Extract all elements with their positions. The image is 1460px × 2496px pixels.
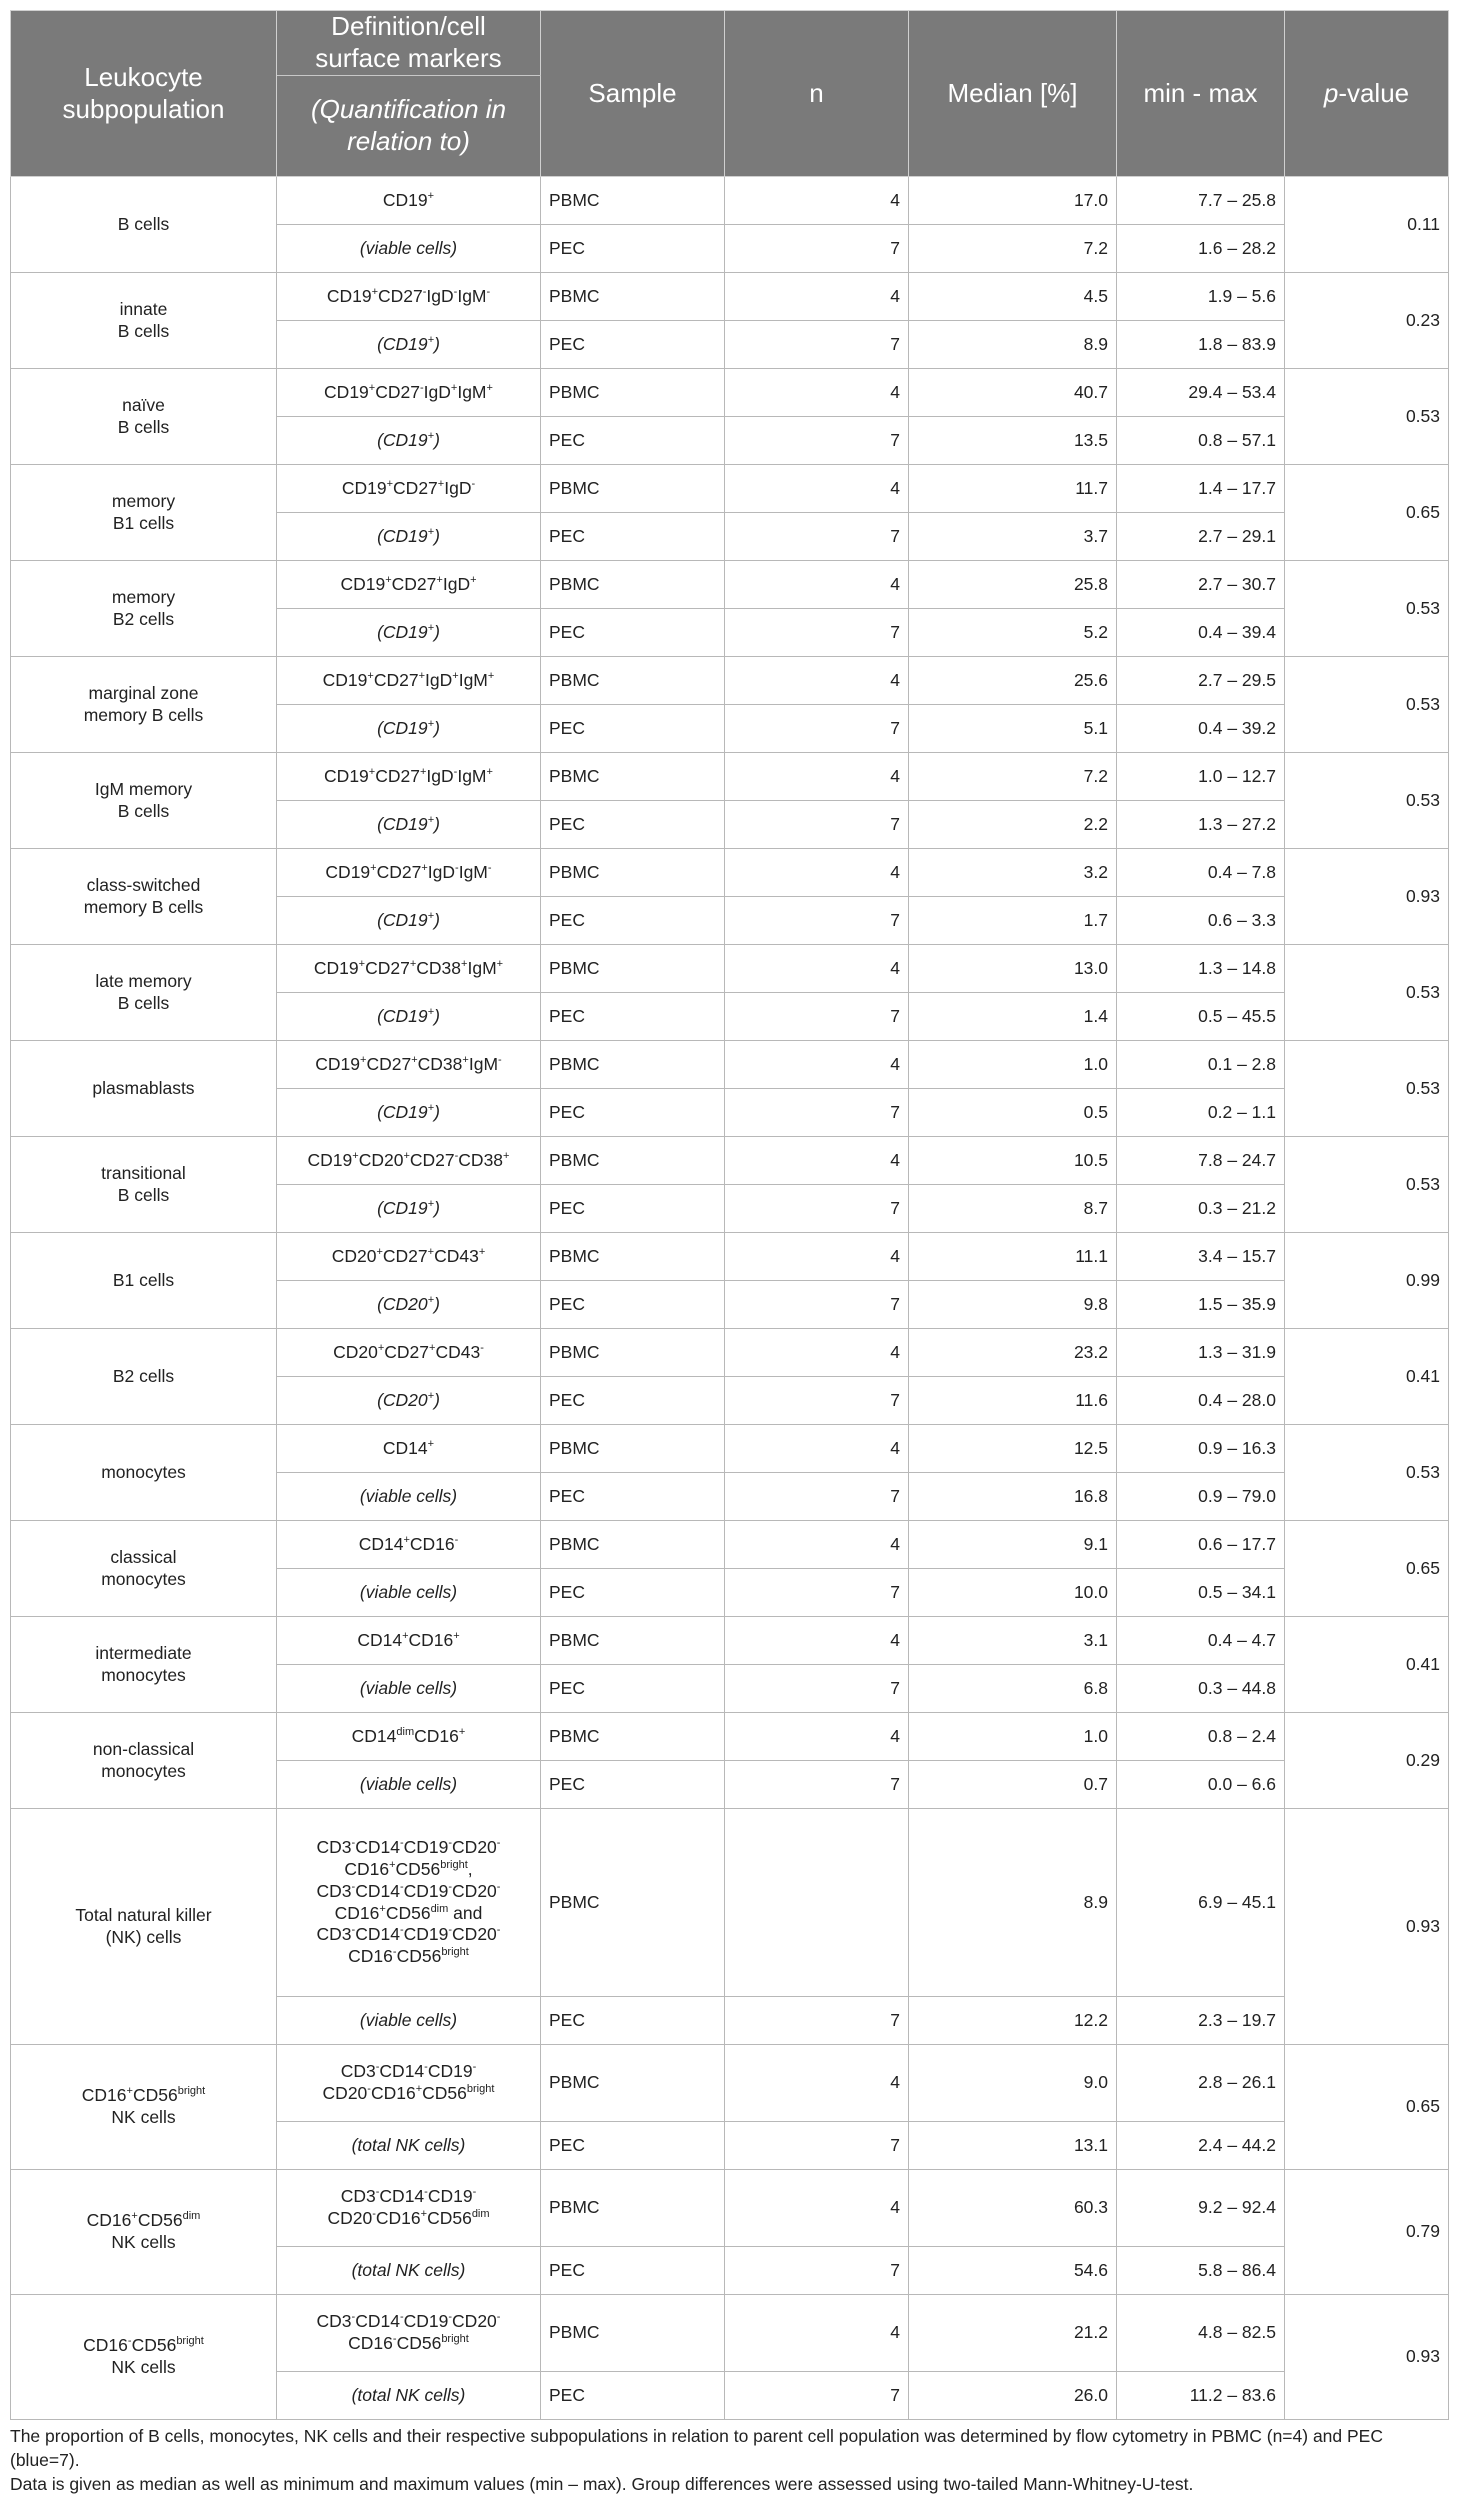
range-cell: 1.8 – 83.9 — [1117, 321, 1285, 369]
pvalue-cell: 0.53 — [1285, 369, 1449, 465]
table-row — [11, 273, 1449, 321]
sample-cell: PBMC — [541, 657, 725, 705]
population-cell: marginal zone memory B cells — [11, 657, 277, 753]
n-cell: 7 — [725, 1377, 909, 1425]
n-cell: 7 — [725, 1473, 909, 1521]
population-cell: class-switched memory B cells — [11, 849, 277, 945]
sample-cell: PEC — [541, 1281, 725, 1329]
median-cell: 26.0 — [909, 2372, 1117, 2420]
median-cell: 25.6 — [909, 657, 1117, 705]
range-cell: 0.8 – 57.1 — [1117, 417, 1285, 465]
population-cell: memory B1 cells — [11, 465, 277, 561]
range-cell: 0.4 – 39.4 — [1117, 609, 1285, 657]
median-cell: 40.7 — [909, 369, 1117, 417]
sample-cell: PBMC — [541, 1713, 725, 1761]
reference-cell: (total NK cells) — [277, 2372, 541, 2420]
range-cell: 3.4 – 15.7 — [1117, 1233, 1285, 1281]
header-range: min - max — [1117, 11, 1285, 177]
reference-cell: (CD19+) — [277, 417, 541, 465]
marker-cell: CD19+CD27+IgD-IgM+ — [277, 753, 541, 801]
n-cell: 4 — [725, 177, 909, 225]
median-cell: 11.1 — [909, 1233, 1117, 1281]
median-cell: 16.8 — [909, 1473, 1117, 1521]
population-cell: innate B cells — [11, 273, 277, 369]
table-row — [11, 1425, 1449, 1473]
table-row — [11, 2045, 1449, 2122]
pvalue-cell: 0.53 — [1285, 1425, 1449, 1521]
range-cell: 0.3 – 44.8 — [1117, 1665, 1285, 1713]
range-cell: 1.0 – 12.7 — [1117, 753, 1285, 801]
sample-cell: PEC — [541, 897, 725, 945]
population-cell: transitional B cells — [11, 1137, 277, 1233]
sample-cell: PEC — [541, 993, 725, 1041]
n-cell: 4 — [725, 2295, 909, 2372]
pvalue-cell: 0.99 — [1285, 1233, 1449, 1329]
pvalue-cell: 0.53 — [1285, 945, 1449, 1041]
median-cell: 54.6 — [909, 2247, 1117, 2295]
median-cell: 11.7 — [909, 465, 1117, 513]
header-median: Median [%] — [909, 11, 1117, 177]
marker-cell: CD20+CD27+CD43- — [277, 1329, 541, 1377]
sample-cell: PBMC — [541, 849, 725, 897]
sample-cell: PBMC — [541, 1233, 725, 1281]
n-cell: 7 — [725, 2372, 909, 2420]
table-row — [11, 177, 1449, 225]
population-cell: $CD16^+CD56^{dim}$ NK cells — [11, 2170, 277, 2295]
pvalue-cell: 0.79 — [1285, 2170, 1449, 2295]
n-cell: 4 — [725, 1425, 909, 1473]
n-cell: 7 — [725, 1665, 909, 1713]
median-cell: 1.7 — [909, 897, 1117, 945]
sample-cell: PEC — [541, 2372, 725, 2420]
n-cell: 7 — [725, 897, 909, 945]
marker-cell: CD3-CD14-CD19- $CD20^-CD16^+CD56^{bright}$ — [277, 2045, 541, 2122]
pvalue-cell: 0.53 — [1285, 753, 1449, 849]
table-row — [11, 561, 1449, 609]
median-cell: 17.0 — [909, 177, 1117, 225]
pvalue-cell: 0.41 — [1285, 1617, 1449, 1713]
marker-cell: CD14+CD16+ — [277, 1617, 541, 1665]
n-cell: 7 — [725, 1569, 909, 1617]
median-cell: 8.9 — [909, 321, 1117, 369]
sample-cell: PEC — [541, 225, 725, 273]
sample-cell: PEC — [541, 609, 725, 657]
median-cell: 10.5 — [909, 1137, 1117, 1185]
range-cell: 7.8 – 24.7 — [1117, 1137, 1285, 1185]
sample-cell: PBMC — [541, 561, 725, 609]
footnote-line-2: Data is given as median as well as minimum and maximum values (min – max). Group differences were assessed using two-tailed Mann-Whitney-U-test. — [10, 2474, 1194, 2495]
reference-cell: (viable cells) — [277, 1473, 541, 1521]
table-row — [11, 369, 1449, 417]
population-cell: Total natural killer (NK) cells — [11, 1809, 277, 2045]
reference-cell: (viable cells) — [277, 1665, 541, 1713]
table-row — [11, 2170, 1449, 2247]
range-cell: 1.3 – 27.2 — [1117, 801, 1285, 849]
range-cell: 0.5 – 34.1 — [1117, 1569, 1285, 1617]
reference-cell: (CD19+) — [277, 1185, 541, 1233]
marker-cell: CD19+CD27+IgD+ — [277, 561, 541, 609]
sample-cell: PBMC — [541, 1617, 725, 1665]
n-cell: 4 — [725, 1137, 909, 1185]
sample-cell: PEC — [541, 1761, 725, 1809]
footnote-line-1: The proportion of B cells, monocytes, NK cells and their respective subpopulations in relation to parent cell population was determined by flow cytometry in PBMC (n=4) and PEC (blue=7). — [10, 2426, 1383, 2471]
median-cell: 5.1 — [909, 705, 1117, 753]
median-cell: 21.2 — [909, 2295, 1117, 2372]
median-cell: 3.7 — [909, 513, 1117, 561]
sample-cell: PBMC — [541, 177, 725, 225]
median-cell: 1.0 — [909, 1713, 1117, 1761]
marker-cell: CD19+CD20+CD27-CD38+ — [277, 1137, 541, 1185]
range-cell: 4.8 – 82.5 — [1117, 2295, 1285, 2372]
median-cell: 12.5 — [909, 1425, 1117, 1473]
population-cell: IgM memory B cells — [11, 753, 277, 849]
median-cell: 13.0 — [909, 945, 1117, 993]
reference-cell: (CD19+) — [277, 897, 541, 945]
median-cell: 0.5 — [909, 1089, 1117, 1137]
range-cell: 0.9 – 79.0 — [1117, 1473, 1285, 1521]
range-cell: 0.2 – 1.1 — [1117, 1089, 1285, 1137]
n-cell: 4 — [725, 2045, 909, 2122]
range-cell: 0.4 – 7.8 — [1117, 849, 1285, 897]
table-row — [11, 1713, 1449, 1761]
range-cell: 0.4 – 4.7 — [1117, 1617, 1285, 1665]
sample-cell: PEC — [541, 2122, 725, 2170]
reference-cell: (CD19+) — [277, 513, 541, 561]
sample-cell: PBMC — [541, 465, 725, 513]
sample-cell: PBMC — [541, 753, 725, 801]
marker-cell: CD3-CD14-CD19-CD20- $CD16^+CD56^{bright}$, CD3-CD14-CD19-CD20- $CD16^+CD56^{dim}$ and CD3-CD14-CD19-CD20- $CD16^-CD56^{bright}$ — [277, 1809, 541, 1997]
n-cell: 7 — [725, 993, 909, 1041]
range-cell: 0.0 – 6.6 — [1117, 1761, 1285, 1809]
table-row — [11, 945, 1449, 993]
sample-cell: PBMC — [541, 1137, 725, 1185]
population-cell: $CD16^-CD56^{bright}$ NK cells — [11, 2295, 277, 2420]
range-cell: 0.6 – 3.3 — [1117, 897, 1285, 945]
marker-cell: CD19+CD27+IgD- — [277, 465, 541, 513]
data-table — [10, 10, 1449, 2420]
sample-cell: PBMC — [541, 945, 725, 993]
marker-cell: CD19+CD27-IgD-IgM- — [277, 273, 541, 321]
population-cell: non-classical monocytes — [11, 1713, 277, 1809]
range-cell: 0.9 – 16.3 — [1117, 1425, 1285, 1473]
pvalue-cell: 0.23 — [1285, 273, 1449, 369]
reference-cell: (viable cells) — [277, 225, 541, 273]
n-cell: 4 — [725, 849, 909, 897]
median-cell: 1.0 — [909, 1041, 1117, 1089]
n-cell: 4 — [725, 657, 909, 705]
marker-cell: CD3-CD14-CD19- $CD20^-CD16^+CD56^{dim}$ — [277, 2170, 541, 2247]
reference-cell: (viable cells) — [277, 1569, 541, 1617]
sample-cell: PBMC — [541, 2045, 725, 2122]
header-quantification: (Quantification in relation to) — [277, 76, 541, 177]
sample-cell: PBMC — [541, 1329, 725, 1377]
range-cell: 2.7 – 29.5 — [1117, 657, 1285, 705]
reference-cell: (total NK cells) — [277, 2122, 541, 2170]
sample-cell: PEC — [541, 2247, 725, 2295]
median-cell: 23.2 — [909, 1329, 1117, 1377]
range-cell: 29.4 – 53.4 — [1117, 369, 1285, 417]
range-cell: 0.3 – 21.2 — [1117, 1185, 1285, 1233]
sample-cell: PEC — [541, 513, 725, 561]
sample-cell: PEC — [541, 1569, 725, 1617]
range-cell: 0.4 – 39.2 — [1117, 705, 1285, 753]
sample-cell: PEC — [541, 321, 725, 369]
median-cell: 8.9 — [909, 1809, 1117, 1997]
reference-cell: (CD19+) — [277, 321, 541, 369]
median-cell: 6.8 — [909, 1665, 1117, 1713]
sample-cell: PEC — [541, 1377, 725, 1425]
n-cell: 4 — [725, 273, 909, 321]
population-cell: plasmablasts — [11, 1041, 277, 1137]
sample-cell: PBMC — [541, 1521, 725, 1569]
range-cell: 2.4 – 44.2 — [1117, 2122, 1285, 2170]
sample-cell: PEC — [541, 1665, 725, 1713]
table-row — [11, 849, 1449, 897]
sample-cell: PBMC — [541, 2295, 725, 2372]
n-cell: 4 — [725, 753, 909, 801]
median-cell: 1.4 — [909, 993, 1117, 1041]
median-cell: 9.8 — [909, 1281, 1117, 1329]
median-cell: 60.3 — [909, 2170, 1117, 2247]
table-row — [11, 1137, 1449, 1185]
range-cell: 0.5 – 45.5 — [1117, 993, 1285, 1041]
n-cell: 4 — [725, 465, 909, 513]
median-cell: 3.1 — [909, 1617, 1117, 1665]
range-cell: 2.8 – 26.1 — [1117, 2045, 1285, 2122]
sample-cell: PEC — [541, 705, 725, 753]
table-row — [11, 753, 1449, 801]
table-row — [11, 465, 1449, 513]
median-cell: 0.7 — [909, 1761, 1117, 1809]
table-row — [11, 1329, 1449, 1377]
n-cell: 7 — [725, 1089, 909, 1137]
n-cell: 4 — [725, 1041, 909, 1089]
n-cell: 7 — [725, 225, 909, 273]
reference-cell: (CD19+) — [277, 993, 541, 1041]
table-footnote — [10, 2424, 1450, 2496]
marker-cell: CD19+ — [277, 177, 541, 225]
n-cell: 4 — [725, 1329, 909, 1377]
n-cell: 7 — [725, 2247, 909, 2295]
pvalue-cell: 0.53 — [1285, 1137, 1449, 1233]
marker-cell: CD3-CD14-CD19-CD20- $CD16^-CD56^{bright}$ — [277, 2295, 541, 2372]
range-cell: 6.9 – 45.1 — [1117, 1809, 1285, 1997]
pvalue-cell: 0.93 — [1285, 2295, 1449, 2420]
pvalue-cell: 0.41 — [1285, 1329, 1449, 1425]
n-cell: 7 — [725, 417, 909, 465]
table-row — [11, 2295, 1449, 2372]
header-pvalue — [1285, 11, 1449, 177]
n-cell — [725, 1809, 909, 1997]
table-header — [11, 11, 1449, 177]
median-cell: 11.6 — [909, 1377, 1117, 1425]
sample-cell: PEC — [541, 417, 725, 465]
pvalue-cell: 0.53 — [1285, 1041, 1449, 1137]
table-row — [11, 1521, 1449, 1569]
marker-cell: CD19+CD27+CD38+IgM+ — [277, 945, 541, 993]
population-cell: monocytes — [11, 1425, 277, 1521]
marker-cell: $CD14^{dim}CD16^+$ — [277, 1713, 541, 1761]
reference-cell: (CD19+) — [277, 705, 541, 753]
n-cell: 4 — [725, 1713, 909, 1761]
median-cell: 9.1 — [909, 1521, 1117, 1569]
range-cell: 7.7 – 25.8 — [1117, 177, 1285, 225]
median-cell: 8.7 — [909, 1185, 1117, 1233]
median-cell: 10.0 — [909, 1569, 1117, 1617]
reference-cell: (CD19+) — [277, 609, 541, 657]
table-row — [11, 657, 1449, 705]
n-cell: 4 — [725, 1521, 909, 1569]
table-row — [11, 1041, 1449, 1089]
median-cell: 3.2 — [909, 849, 1117, 897]
range-cell: 1.3 – 31.9 — [1117, 1329, 1285, 1377]
n-cell: 4 — [725, 561, 909, 609]
median-cell: 7.2 — [909, 225, 1117, 273]
n-cell: 7 — [725, 801, 909, 849]
sample-cell: PBMC — [541, 1425, 725, 1473]
median-cell: 13.5 — [909, 417, 1117, 465]
median-cell: 7.2 — [909, 753, 1117, 801]
pvalue-cell: 0.65 — [1285, 2045, 1449, 2170]
n-cell: 4 — [725, 369, 909, 417]
n-cell: 7 — [725, 321, 909, 369]
population-cell: $CD16^+CD56^{bright}$ NK cells — [11, 2045, 277, 2170]
range-cell: 1.3 – 14.8 — [1117, 945, 1285, 993]
range-cell: 9.2 – 92.4 — [1117, 2170, 1285, 2247]
population-cell: B1 cells — [11, 1233, 277, 1329]
median-cell: 9.0 — [909, 2045, 1117, 2122]
sample-cell: PEC — [541, 1473, 725, 1521]
population-cell: intermediate monocytes — [11, 1617, 277, 1713]
range-cell: 2.7 – 29.1 — [1117, 513, 1285, 561]
n-cell: 7 — [725, 1997, 909, 2045]
n-cell: 4 — [725, 1233, 909, 1281]
table-body — [11, 177, 1449, 2420]
range-cell: 5.8 – 86.4 — [1117, 2247, 1285, 2295]
table-row — [11, 1233, 1449, 1281]
header-population: Leukocyte subpopulation — [11, 11, 277, 177]
header-pvalue-p: p — [1323, 77, 1339, 108]
sample-cell: PEC — [541, 1089, 725, 1137]
sample-cell: PEC — [541, 1185, 725, 1233]
pvalue-cell: 0.11 — [1285, 177, 1449, 273]
marker-cell: CD14+ — [277, 1425, 541, 1473]
table-row — [11, 1809, 1449, 1997]
pvalue-cell: 0.65 — [1285, 1521, 1449, 1617]
median-cell: 13.1 — [909, 2122, 1117, 2170]
reference-cell: (CD20+) — [277, 1281, 541, 1329]
marker-cell: CD19+CD27-IgD+IgM+ — [277, 369, 541, 417]
population-cell: memory B2 cells — [11, 561, 277, 657]
n-cell: 7 — [725, 705, 909, 753]
median-cell: 4.5 — [909, 273, 1117, 321]
range-cell: 1.6 – 28.2 — [1117, 225, 1285, 273]
sample-cell: PBMC — [541, 2170, 725, 2247]
header-pvalue-suffix: -value — [1338, 77, 1410, 108]
range-cell: 0.1 – 2.8 — [1117, 1041, 1285, 1089]
median-cell: 12.2 — [909, 1997, 1117, 2045]
pvalue-cell: 0.29 — [1285, 1713, 1449, 1809]
range-cell: 1.5 – 35.9 — [1117, 1281, 1285, 1329]
table-row — [11, 1617, 1449, 1665]
marker-cell: CD20+CD27+CD43+ — [277, 1233, 541, 1281]
range-cell: 0.4 – 28.0 — [1117, 1377, 1285, 1425]
sample-cell: PBMC — [541, 273, 725, 321]
marker-cell: CD19+CD27+IgD-IgM- — [277, 849, 541, 897]
marker-cell: CD19+CD27+IgD+IgM+ — [277, 657, 541, 705]
range-cell: 0.6 – 17.7 — [1117, 1521, 1285, 1569]
population-cell: classical monocytes — [11, 1521, 277, 1617]
n-cell: 7 — [725, 2122, 909, 2170]
sample-cell: PEC — [541, 1997, 725, 2045]
reference-cell: (viable cells) — [277, 1761, 541, 1809]
population-cell: B2 cells — [11, 1329, 277, 1425]
sample-cell: PEC — [541, 801, 725, 849]
sample-cell: PBMC — [541, 1041, 725, 1089]
n-cell: 7 — [725, 513, 909, 561]
range-cell: 0.8 – 2.4 — [1117, 1713, 1285, 1761]
range-cell: 1.9 – 5.6 — [1117, 273, 1285, 321]
population-cell: late memory B cells — [11, 945, 277, 1041]
pvalue-cell: 0.93 — [1285, 1809, 1449, 2045]
pvalue-cell: 0.53 — [1285, 561, 1449, 657]
population-cell: naïve B cells — [11, 369, 277, 465]
range-cell: 2.7 – 30.7 — [1117, 561, 1285, 609]
reference-cell: (CD19+) — [277, 1089, 541, 1137]
header-sample: Sample — [541, 11, 725, 177]
median-cell: 25.8 — [909, 561, 1117, 609]
pvalue-cell: 0.93 — [1285, 849, 1449, 945]
sample-cell: PBMC — [541, 369, 725, 417]
header-n: n — [725, 11, 909, 177]
range-cell: 1.4 – 17.7 — [1117, 465, 1285, 513]
range-cell: 11.2 – 83.6 — [1117, 2372, 1285, 2420]
population-cell: B cells — [11, 177, 277, 273]
sample-cell: PBMC — [541, 1809, 725, 1997]
n-cell: 4 — [725, 945, 909, 993]
n-cell: 7 — [725, 1761, 909, 1809]
pvalue-cell: 0.65 — [1285, 465, 1449, 561]
median-cell: 2.2 — [909, 801, 1117, 849]
reference-cell: (viable cells) — [277, 1997, 541, 2045]
n-cell: 7 — [725, 1185, 909, 1233]
median-cell: 5.2 — [909, 609, 1117, 657]
pvalue-cell: 0.53 — [1285, 657, 1449, 753]
range-cell: 2.3 – 19.7 — [1117, 1997, 1285, 2045]
reference-cell: (CD20+) — [277, 1377, 541, 1425]
n-cell: 4 — [725, 2170, 909, 2247]
marker-cell: CD19+CD27+CD38+IgM- — [277, 1041, 541, 1089]
n-cell: 7 — [725, 609, 909, 657]
reference-cell: (total NK cells) — [277, 2247, 541, 2295]
marker-cell: CD14+CD16- — [277, 1521, 541, 1569]
header-definition: Definition/cell surface markers — [277, 11, 541, 76]
n-cell: 7 — [725, 1281, 909, 1329]
reference-cell: (CD19+) — [277, 801, 541, 849]
n-cell: 4 — [725, 1617, 909, 1665]
